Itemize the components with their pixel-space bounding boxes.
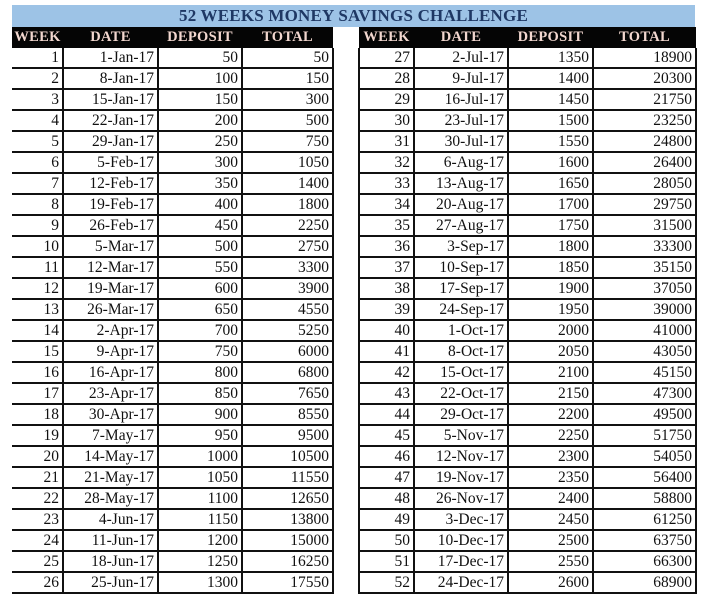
deposit-cell: 650	[158, 299, 242, 320]
deposit-cell: 2300	[508, 446, 593, 467]
week-cell: 46	[359, 446, 414, 467]
table-row	[359, 257, 696, 278]
week-cell: 18	[12, 404, 63, 425]
week-cell: 48	[359, 488, 414, 509]
total-cell: 300	[242, 89, 333, 110]
total-cell: 50	[242, 48, 333, 68]
total-cell: 28050	[593, 173, 696, 194]
week-cell: 11	[12, 257, 63, 278]
deposit-cell: 150	[158, 89, 242, 110]
deposit-cell: 2400	[508, 488, 593, 509]
total-cell: 11550	[242, 467, 333, 488]
deposit-cell: 400	[158, 194, 242, 215]
week-cell: 2	[12, 68, 63, 89]
week-cell: 37	[359, 257, 414, 278]
week-cell: 39	[359, 299, 414, 320]
table-row	[12, 467, 333, 488]
table-row	[12, 131, 333, 152]
table-row	[359, 131, 696, 152]
table-row	[12, 320, 333, 341]
page-title: 52 WEEKS MONEY SAVINGS CHALLENGE	[12, 5, 695, 27]
total-cell: 16250	[242, 551, 333, 572]
table-row	[12, 48, 333, 68]
table-row	[359, 467, 696, 488]
week-cell: 12	[12, 278, 63, 299]
deposit-cell: 2100	[508, 362, 593, 383]
date-cell: 1-Oct-17	[414, 320, 508, 341]
week-cell: 27	[359, 48, 414, 68]
deposit-cell: 1350	[508, 48, 593, 68]
total-cell: 12650	[242, 488, 333, 509]
date-cell: 17-Sep-17	[414, 278, 508, 299]
date-cell: 22-Jan-17	[63, 110, 158, 131]
total-cell: 20300	[593, 68, 696, 89]
deposit-cell: 1700	[508, 194, 593, 215]
column-header-total: TOTAL	[242, 27, 333, 48]
savings-table-left	[12, 27, 334, 594]
column-header-week: WEEK	[359, 27, 414, 48]
week-cell: 21	[12, 467, 63, 488]
date-cell: 25-Jun-17	[63, 572, 158, 593]
table-row	[12, 299, 333, 320]
table-row	[359, 68, 696, 89]
table-row	[12, 194, 333, 215]
total-cell: 2250	[242, 215, 333, 236]
deposit-cell: 200	[158, 110, 242, 131]
date-cell: 27-Aug-17	[414, 215, 508, 236]
date-cell: 2-Apr-17	[63, 320, 158, 341]
date-cell: 9-Jul-17	[414, 68, 508, 89]
deposit-cell: 1600	[508, 152, 593, 173]
table-row	[12, 383, 333, 404]
total-cell: 500	[242, 110, 333, 131]
total-cell: 68900	[593, 572, 696, 593]
date-cell: 15-Oct-17	[414, 362, 508, 383]
total-cell: 9500	[242, 425, 333, 446]
date-cell: 5-Feb-17	[63, 152, 158, 173]
total-cell: 3300	[242, 257, 333, 278]
date-cell: 20-Aug-17	[414, 194, 508, 215]
date-cell: 26-Nov-17	[414, 488, 508, 509]
week-cell: 1	[12, 48, 63, 68]
date-cell: 2-Jul-17	[414, 48, 508, 68]
deposit-cell: 800	[158, 362, 242, 383]
total-cell: 43050	[593, 341, 696, 362]
week-cell: 41	[359, 341, 414, 362]
deposit-cell: 1850	[508, 257, 593, 278]
date-cell: 13-Aug-17	[414, 173, 508, 194]
total-cell: 24800	[593, 131, 696, 152]
date-cell: 23-Jul-17	[414, 110, 508, 131]
total-cell: 58800	[593, 488, 696, 509]
table-row	[359, 152, 696, 173]
table-row	[12, 152, 333, 173]
deposit-cell: 2550	[508, 551, 593, 572]
date-cell: 30-Jul-17	[414, 131, 508, 152]
total-cell: 35150	[593, 257, 696, 278]
date-cell: 5-Mar-17	[63, 236, 158, 257]
date-cell: 8-Jan-17	[63, 68, 158, 89]
week-cell: 6	[12, 152, 63, 173]
deposit-cell: 2250	[508, 425, 593, 446]
deposit-cell: 950	[158, 425, 242, 446]
deposit-cell: 2500	[508, 530, 593, 551]
table-row	[359, 110, 696, 131]
week-cell: 4	[12, 110, 63, 131]
date-cell: 18-Jun-17	[63, 551, 158, 572]
total-cell: 61250	[593, 509, 696, 530]
date-cell: 3-Sep-17	[414, 236, 508, 257]
total-cell: 1050	[242, 152, 333, 173]
week-cell: 28	[359, 68, 414, 89]
total-cell: 63750	[593, 530, 696, 551]
deposit-cell: 100	[158, 68, 242, 89]
table-row	[359, 89, 696, 110]
week-cell: 34	[359, 194, 414, 215]
date-cell: 29-Oct-17	[414, 404, 508, 425]
table-row	[12, 173, 333, 194]
deposit-cell: 1450	[508, 89, 593, 110]
total-cell: 37050	[593, 278, 696, 299]
deposit-cell: 2600	[508, 572, 593, 593]
deposit-cell: 900	[158, 404, 242, 425]
week-cell: 15	[12, 341, 63, 362]
total-cell: 23250	[593, 110, 696, 131]
total-cell: 5250	[242, 320, 333, 341]
deposit-cell: 50	[158, 48, 242, 68]
deposit-cell: 2200	[508, 404, 593, 425]
date-cell: 16-Apr-17	[63, 362, 158, 383]
total-cell: 45150	[593, 362, 696, 383]
date-cell: 26-Feb-17	[63, 215, 158, 236]
deposit-cell: 550	[158, 257, 242, 278]
header-row	[359, 27, 696, 48]
week-cell: 20	[12, 446, 63, 467]
column-header-date: DATE	[414, 27, 508, 48]
week-cell: 31	[359, 131, 414, 152]
column-header-total: TOTAL	[593, 27, 696, 48]
column-header-week: WEEK	[12, 27, 63, 48]
date-cell: 11-Jun-17	[63, 530, 158, 551]
total-cell: 8550	[242, 404, 333, 425]
deposit-cell: 300	[158, 152, 242, 173]
total-cell: 31500	[593, 215, 696, 236]
date-cell: 24-Sep-17	[414, 299, 508, 320]
table-row	[12, 488, 333, 509]
deposit-cell: 750	[158, 341, 242, 362]
week-cell: 50	[359, 530, 414, 551]
table-row	[12, 89, 333, 110]
table-row	[12, 341, 333, 362]
total-cell: 2750	[242, 236, 333, 257]
total-cell: 56400	[593, 467, 696, 488]
table-row	[12, 509, 333, 530]
table-row	[359, 48, 696, 68]
deposit-cell: 1650	[508, 173, 593, 194]
date-cell: 3-Dec-17	[414, 509, 508, 530]
date-cell: 14-May-17	[63, 446, 158, 467]
table-row	[359, 362, 696, 383]
table-row	[359, 425, 696, 446]
total-cell: 41000	[593, 320, 696, 341]
week-cell: 5	[12, 131, 63, 152]
week-cell: 45	[359, 425, 414, 446]
date-cell: 30-Apr-17	[63, 404, 158, 425]
total-cell: 17550	[242, 572, 333, 593]
header-row	[12, 27, 333, 48]
total-cell: 29750	[593, 194, 696, 215]
total-cell: 750	[242, 131, 333, 152]
total-cell: 39000	[593, 299, 696, 320]
deposit-cell: 2450	[508, 509, 593, 530]
table-row	[359, 236, 696, 257]
total-cell: 15000	[242, 530, 333, 551]
table-row	[12, 446, 333, 467]
date-cell: 19-Feb-17	[63, 194, 158, 215]
deposit-cell: 1800	[508, 236, 593, 257]
table-body-weeks-27-52	[359, 48, 696, 593]
savings-table-right	[358, 27, 697, 594]
date-cell: 9-Apr-17	[63, 341, 158, 362]
week-cell: 7	[12, 173, 63, 194]
deposit-cell: 1200	[158, 530, 242, 551]
table-row	[359, 320, 696, 341]
deposit-cell: 2000	[508, 320, 593, 341]
deposit-cell: 1250	[158, 551, 242, 572]
total-cell: 150	[242, 68, 333, 89]
week-cell: 30	[359, 110, 414, 131]
week-cell: 16	[12, 362, 63, 383]
date-cell: 29-Jan-17	[63, 131, 158, 152]
deposit-cell: 2050	[508, 341, 593, 362]
date-cell: 26-Mar-17	[63, 299, 158, 320]
table-row	[359, 446, 696, 467]
date-cell: 16-Jul-17	[414, 89, 508, 110]
table-row	[12, 362, 333, 383]
week-cell: 32	[359, 152, 414, 173]
table-row	[12, 551, 333, 572]
table-row	[359, 404, 696, 425]
table-row	[359, 194, 696, 215]
week-cell: 17	[12, 383, 63, 404]
week-cell: 23	[12, 509, 63, 530]
table-row	[12, 257, 333, 278]
date-cell: 7-May-17	[63, 425, 158, 446]
week-cell: 52	[359, 572, 414, 593]
date-cell: 17-Dec-17	[414, 551, 508, 572]
table-row	[12, 404, 333, 425]
deposit-cell: 1050	[158, 467, 242, 488]
table-row	[359, 530, 696, 551]
table-row	[359, 173, 696, 194]
total-cell: 26400	[593, 152, 696, 173]
table-body-weeks-1-26	[12, 48, 333, 593]
deposit-cell: 2150	[508, 383, 593, 404]
week-cell: 26	[12, 572, 63, 593]
total-cell: 1400	[242, 173, 333, 194]
deposit-cell: 1550	[508, 131, 593, 152]
week-cell: 38	[359, 278, 414, 299]
total-cell: 21750	[593, 89, 696, 110]
total-cell: 6800	[242, 362, 333, 383]
week-cell: 22	[12, 488, 63, 509]
table-row	[359, 215, 696, 236]
total-cell: 49500	[593, 404, 696, 425]
week-cell: 13	[12, 299, 63, 320]
deposit-cell: 500	[158, 236, 242, 257]
week-cell: 47	[359, 467, 414, 488]
week-cell: 35	[359, 215, 414, 236]
week-cell: 44	[359, 404, 414, 425]
deposit-cell: 1150	[158, 509, 242, 530]
week-cell: 3	[12, 89, 63, 110]
date-cell: 12-Mar-17	[63, 257, 158, 278]
table-row	[12, 572, 333, 593]
table-row	[359, 488, 696, 509]
total-cell: 47300	[593, 383, 696, 404]
total-cell: 7650	[242, 383, 333, 404]
total-cell: 1800	[242, 194, 333, 215]
deposit-cell: 600	[158, 278, 242, 299]
date-cell: 23-Apr-17	[63, 383, 158, 404]
table-row	[12, 530, 333, 551]
week-cell: 43	[359, 383, 414, 404]
table-row	[359, 509, 696, 530]
table-row	[359, 278, 696, 299]
table-row	[359, 341, 696, 362]
date-cell: 28-May-17	[63, 488, 158, 509]
date-cell: 6-Aug-17	[414, 152, 508, 173]
total-cell: 18900	[593, 48, 696, 68]
column-header-deposit: DEPOSIT	[158, 27, 242, 48]
total-cell: 51750	[593, 425, 696, 446]
column-header-date: DATE	[63, 27, 158, 48]
deposit-cell: 1100	[158, 488, 242, 509]
deposit-cell: 700	[158, 320, 242, 341]
date-cell: 12-Nov-17	[414, 446, 508, 467]
week-cell: 40	[359, 320, 414, 341]
week-cell: 8	[12, 194, 63, 215]
table-row	[359, 572, 696, 593]
date-cell: 8-Oct-17	[414, 341, 508, 362]
week-cell: 42	[359, 362, 414, 383]
date-cell: 10-Sep-17	[414, 257, 508, 278]
date-cell: 15-Jan-17	[63, 89, 158, 110]
table-row	[12, 110, 333, 131]
date-cell: 10-Dec-17	[414, 530, 508, 551]
deposit-cell: 1900	[508, 278, 593, 299]
date-cell: 4-Jun-17	[63, 509, 158, 530]
total-cell: 13800	[242, 509, 333, 530]
table-row	[12, 278, 333, 299]
deposit-cell: 1400	[508, 68, 593, 89]
table-row	[359, 383, 696, 404]
date-cell: 1-Jan-17	[63, 48, 158, 68]
week-cell: 36	[359, 236, 414, 257]
week-cell: 19	[12, 425, 63, 446]
date-cell: 12-Feb-17	[63, 173, 158, 194]
week-cell: 10	[12, 236, 63, 257]
date-cell: 19-Mar-17	[63, 278, 158, 299]
deposit-cell: 350	[158, 173, 242, 194]
date-cell: 22-Oct-17	[414, 383, 508, 404]
date-cell: 24-Dec-17	[414, 572, 508, 593]
week-cell: 29	[359, 89, 414, 110]
week-cell: 51	[359, 551, 414, 572]
week-cell: 9	[12, 215, 63, 236]
table-row	[12, 425, 333, 446]
table-row	[12, 236, 333, 257]
deposit-cell: 1300	[158, 572, 242, 593]
total-cell: 3900	[242, 278, 333, 299]
date-cell: 21-May-17	[63, 467, 158, 488]
deposit-cell: 850	[158, 383, 242, 404]
week-cell: 24	[12, 530, 63, 551]
table-row	[359, 299, 696, 320]
table-row	[359, 551, 696, 572]
total-cell: 66300	[593, 551, 696, 572]
date-cell: 19-Nov-17	[414, 467, 508, 488]
deposit-cell: 250	[158, 131, 242, 152]
deposit-cell: 2350	[508, 467, 593, 488]
week-cell: 14	[12, 320, 63, 341]
deposit-cell: 1750	[508, 215, 593, 236]
total-cell: 54050	[593, 446, 696, 467]
total-cell: 4550	[242, 299, 333, 320]
deposit-cell: 1950	[508, 299, 593, 320]
date-cell: 5-Nov-17	[414, 425, 508, 446]
week-cell: 33	[359, 173, 414, 194]
total-cell: 33300	[593, 236, 696, 257]
deposit-cell: 450	[158, 215, 242, 236]
deposit-cell: 1000	[158, 446, 242, 467]
week-cell: 49	[359, 509, 414, 530]
total-cell: 10500	[242, 446, 333, 467]
deposit-cell: 1500	[508, 110, 593, 131]
table-row	[12, 68, 333, 89]
week-cell: 25	[12, 551, 63, 572]
total-cell: 6000	[242, 341, 333, 362]
table-row	[12, 215, 333, 236]
column-header-deposit: DEPOSIT	[508, 27, 593, 48]
